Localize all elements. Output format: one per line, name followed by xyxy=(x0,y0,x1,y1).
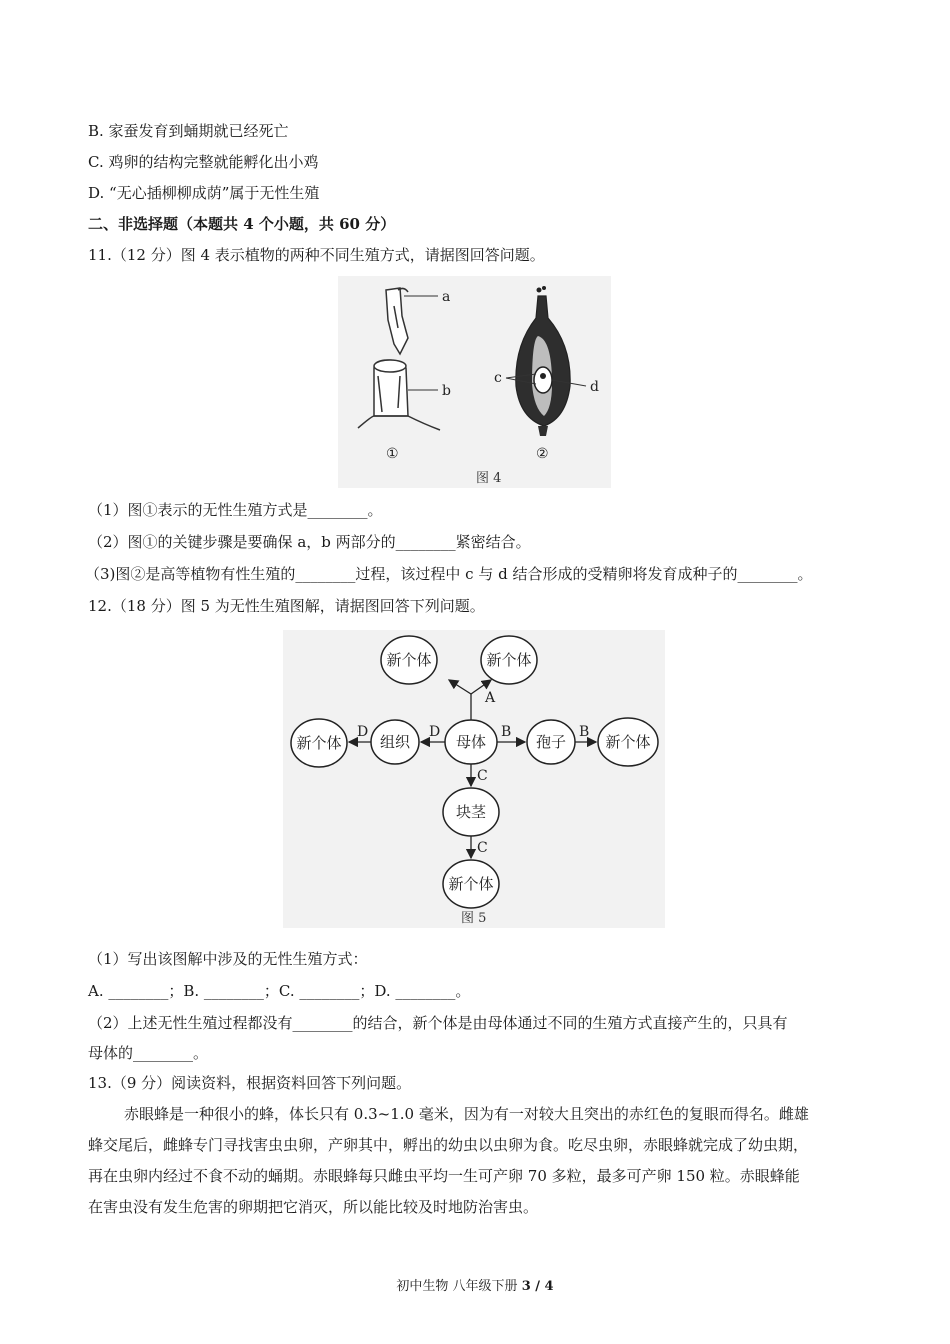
label-a: a xyxy=(442,289,451,305)
node-text-new-individual-5: 新个体 xyxy=(448,875,494,893)
sub-figure-2: ② xyxy=(536,446,549,462)
node-text-mother: 母体 xyxy=(455,733,487,751)
q13-passage-line1: 赤眼蜂是一种很小的蜂，体长只有 0.3~1.0 毫米，因为有一对较大且突出的赤红色的复眼而得名。雌雄 xyxy=(124,1105,809,1123)
arrow-label-a: A xyxy=(485,690,496,706)
node-text-tuber: 块茎 xyxy=(455,803,487,821)
q12-sub2-line1: （2）上述无性生殖过程都没有________的结合，新个体是由母体通过不同的生殖方式直接产生的，只具有 xyxy=(88,1014,788,1032)
label-b: b xyxy=(442,383,451,399)
node-text-spore: 孢子 xyxy=(535,733,567,751)
node-text-new-individual-4: 新个体 xyxy=(605,733,651,751)
pistil-drawing xyxy=(516,286,570,436)
node-text-tissue: 组织 xyxy=(379,733,411,751)
q11-sub3: （3)图②是高等植物有性生殖的________过程，该过程中 c 与 d 结合形成的受精卵将发育成种子的________。 xyxy=(85,565,813,583)
label-d: d xyxy=(590,379,599,395)
arrow-label-d-2: D xyxy=(357,724,369,740)
page-footer xyxy=(0,1275,950,1294)
scion-drawing xyxy=(386,288,408,354)
option-c: C. 鸡卵的结构完整就能孵化出小鸡 xyxy=(88,153,319,171)
arrow-label-b-2: B xyxy=(579,724,590,740)
q13-passage-line3: 再在虫卵内经过不食不动的蛹期。赤眼蜂每只雌虫平均一生可产卵 70 多粒，最多可产卵 150 粒。赤眼蜂能 xyxy=(88,1167,800,1185)
figure-5-caption: 图 5 xyxy=(461,911,487,926)
q11-sub1: （1）图①表示的无性生殖方式是________。 xyxy=(88,501,383,519)
q13-passage-line2: 蜂交尾后，雌蜂专门寻找害虫虫卵，产卵其中，孵出的幼虫以虫卵为食。吃尽虫卵，赤眼蜂就完成了幼虫期， xyxy=(88,1136,809,1154)
arrow-label-d-1: D xyxy=(429,724,441,740)
label-c: c xyxy=(494,370,502,386)
figure-5 xyxy=(283,630,665,928)
node-text-new-individual-3: 新个体 xyxy=(296,734,342,752)
q11-stem: 11.（12 分）图 4 表示植物的两种不同生殖方式，请据图回答问题。 xyxy=(88,246,545,264)
option-b: B. 家蚕发育到蛹期就已经死亡 xyxy=(88,122,289,140)
q11-sub2: （2）图①的关键步骤是要确保 a，b 两部分的________紧密结合。 xyxy=(88,533,531,551)
q12-blanks: A. ________；B. ________；C. ________；D. ________。 xyxy=(88,982,471,1000)
arrow-label-c-1: C xyxy=(477,768,488,784)
node-text-new-individual-2: 新个体 xyxy=(486,651,532,669)
figure-4 xyxy=(338,276,611,488)
q13-stem: 13.（9 分）阅读资料，根据资料回答下列问题。 xyxy=(88,1074,412,1092)
sub-figure-1: ① xyxy=(386,446,399,462)
q12-stem: 12.（18 分）图 5 为无性生殖图解，请据图回答下列问题。 xyxy=(88,597,485,615)
option-d: D. “无心插柳柳成荫”属于无性生殖 xyxy=(88,184,320,202)
page-number: 3 / 4 xyxy=(521,1279,554,1294)
arrow-label-c-2: C xyxy=(477,840,488,856)
stock-drawing xyxy=(358,360,440,430)
figure-4-caption: 图 4 xyxy=(476,471,502,486)
q12-sub2-line2: 母体的________。 xyxy=(88,1044,209,1062)
q12-sub1: （1）写出该图解中涉及的无性生殖方式： xyxy=(88,950,368,968)
node-text-new-individual-1: 新个体 xyxy=(386,651,432,669)
arrow-label-b-1: B xyxy=(501,724,512,740)
footer-text: 初中生物 八年级下册 xyxy=(396,1279,522,1294)
q13-passage-line4: 在害虫没有发生危害的卵期把它消灭，所以能比较及时地防治害虫。 xyxy=(88,1198,539,1216)
section-heading: 二、非选择题（本题共 4 个小题，共 60 分） xyxy=(88,215,396,233)
